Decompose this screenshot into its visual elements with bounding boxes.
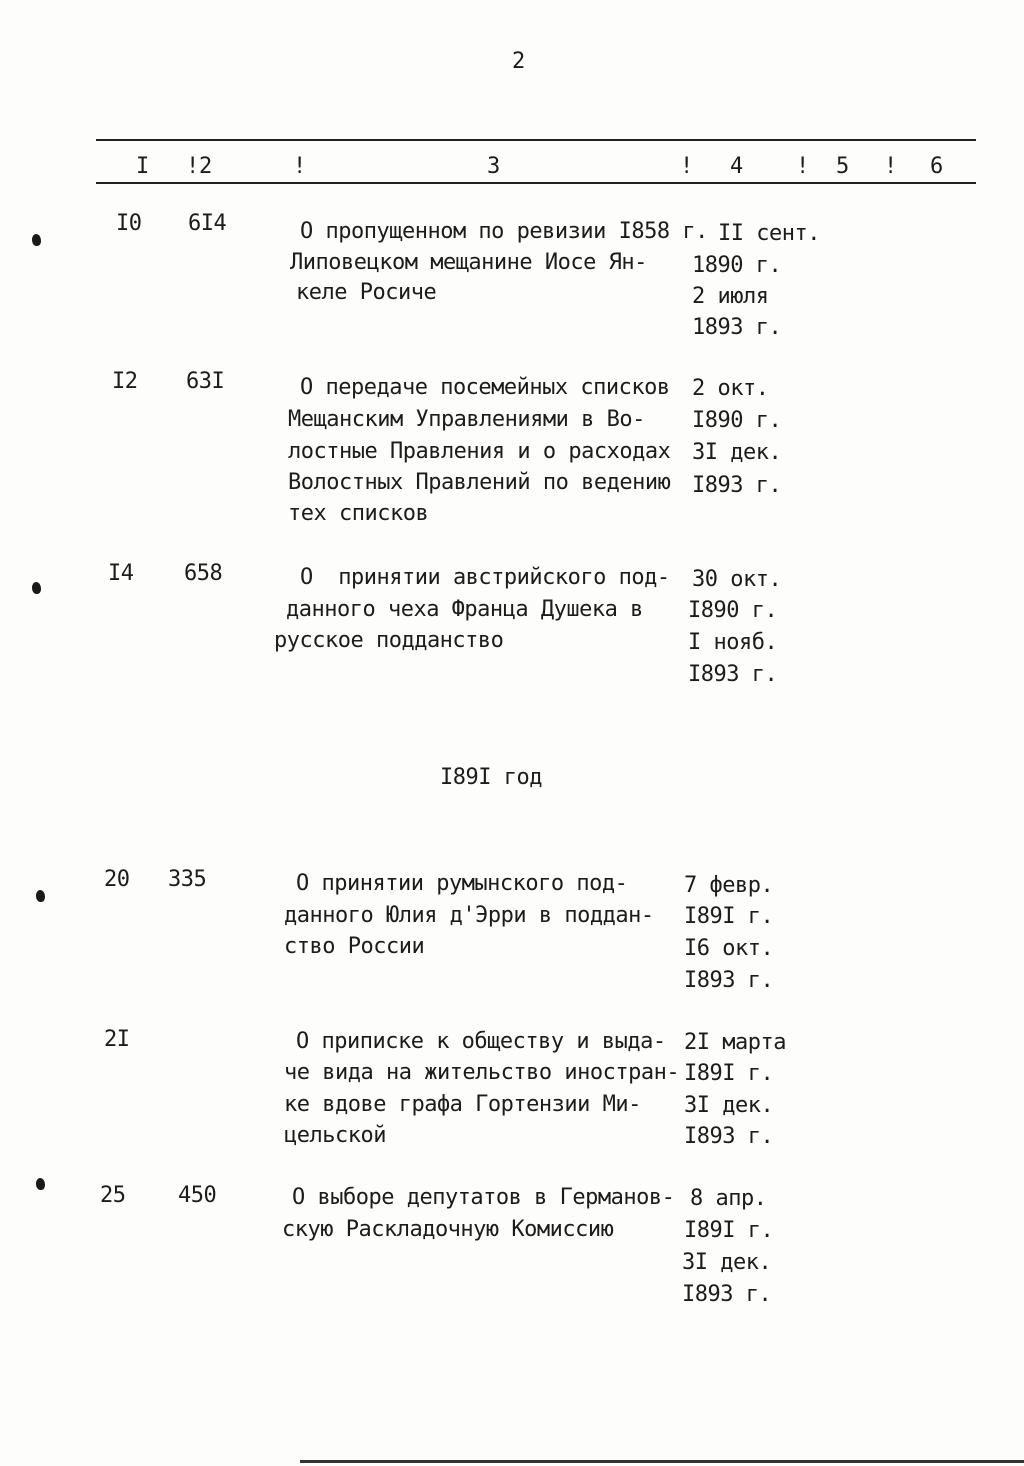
entry-date-line: 1890 г. bbox=[692, 253, 782, 278]
entry-date-line: 1893 г. bbox=[692, 315, 782, 340]
entry-number: 2I bbox=[104, 1027, 130, 1052]
entry-number: I2 bbox=[112, 369, 138, 394]
margin-mark bbox=[32, 234, 41, 246]
entry-title-line: О передаче посемейных списков bbox=[300, 375, 670, 400]
entry-title-line: русское подданство bbox=[274, 628, 504, 653]
entry-date-line: I893 г. bbox=[682, 1282, 772, 1307]
entry-date-line: I89I г. bbox=[684, 1218, 774, 1243]
header-rule-bottom bbox=[96, 182, 976, 184]
entry-date-line: 3I дек. bbox=[682, 1250, 772, 1275]
entry-title-line: ке вдове графа Гортензии Ми- bbox=[284, 1092, 641, 1117]
entry-title-line: Липовецком мещанине Иосе Ян- bbox=[290, 250, 647, 275]
margin-mark bbox=[32, 582, 41, 594]
entry-date-line: 2I марта bbox=[684, 1030, 786, 1055]
entry-title-line: лостные Правления и о расходах bbox=[288, 439, 671, 464]
entry-date-line: I893 г. bbox=[684, 968, 774, 993]
entry-date-line: I893 г. bbox=[684, 1124, 774, 1149]
margin-mark bbox=[36, 890, 45, 902]
entry-date-line: 7 февр. bbox=[684, 873, 774, 898]
entry-date-line: 3I дек. bbox=[692, 440, 782, 465]
header-separator: ! bbox=[884, 154, 897, 179]
page-number: 2 bbox=[512, 49, 525, 74]
entry-title-line: келе Росиче bbox=[296, 280, 437, 305]
header-separator: ! bbox=[293, 154, 306, 179]
entry-date-line: 2 окт. bbox=[692, 376, 769, 401]
header-col-1: I bbox=[136, 154, 149, 179]
header-separator: ! bbox=[796, 154, 809, 179]
header-col-3: 3 bbox=[487, 154, 500, 179]
entry-title-line: тех списков bbox=[288, 501, 429, 526]
header-rule-top bbox=[96, 139, 976, 141]
entry-title-line: данного Юлия д'Эрри в поддан- bbox=[284, 903, 654, 928]
year-heading: I89I год bbox=[440, 765, 542, 790]
entry-code: 63I bbox=[186, 369, 225, 394]
header-col-5: 5 bbox=[836, 154, 849, 179]
entry-date-line: 2 июля bbox=[692, 284, 769, 309]
entry-number: I4 bbox=[108, 561, 134, 586]
entry-title-line: Волостных Правлений по ведению bbox=[288, 470, 671, 495]
entry-title-line: че вида на жительство иностран- bbox=[284, 1060, 680, 1085]
entry-date-line: I89I г. bbox=[684, 904, 774, 929]
entry-title-line: О пропущенном по ревизии I858 г. bbox=[300, 219, 708, 244]
entry-code: 6I4 bbox=[188, 211, 227, 236]
header-col-2: 2 bbox=[199, 154, 212, 179]
entry-date-line: I890 г. bbox=[688, 598, 778, 623]
entry-date-line: 30 окт. bbox=[692, 567, 782, 592]
bottom-edge-rule bbox=[300, 1460, 1024, 1463]
margin-mark bbox=[36, 1178, 45, 1190]
header-separator: ! bbox=[680, 154, 693, 179]
entry-title-line: О выборе депутатов в Германов- bbox=[292, 1185, 675, 1210]
entry-date-line: I890 г. bbox=[692, 408, 782, 433]
entry-title-line: данного чеха Франца Душека в bbox=[286, 597, 643, 622]
entry-date-line: I89I г. bbox=[684, 1061, 774, 1086]
entry-date-line: II сент. bbox=[718, 221, 820, 246]
entry-title-line: О принятии румынского под- bbox=[296, 871, 628, 896]
entry-number: 20 bbox=[104, 867, 130, 892]
header-col-6: 6 bbox=[930, 154, 943, 179]
header-separator: ! bbox=[186, 154, 199, 179]
entry-title-line: О принятии австрийского под- bbox=[300, 565, 670, 590]
entry-code: 658 bbox=[184, 561, 223, 586]
entry-title-line: скую Раскладочную Комиссию bbox=[282, 1217, 614, 1242]
entry-title-line: Мещанским Управлениями в Во- bbox=[288, 407, 645, 432]
entry-number: 25 bbox=[100, 1183, 126, 1208]
entry-date-line: I6 окт. bbox=[684, 936, 774, 961]
entry-code: 450 bbox=[178, 1183, 217, 1208]
entry-date-line: I893 г. bbox=[688, 662, 778, 687]
entry-title-line: ство России bbox=[284, 934, 425, 959]
entry-code: 335 bbox=[168, 867, 207, 892]
entry-date-line: I нояб. bbox=[688, 630, 778, 655]
entry-date-line: 3I дек. bbox=[684, 1093, 774, 1118]
header-col-4: 4 bbox=[730, 154, 743, 179]
entry-number: I0 bbox=[116, 211, 142, 236]
entry-date-line: I893 г. bbox=[692, 473, 782, 498]
entry-title-line: О приписке к обществу и выда- bbox=[296, 1029, 666, 1054]
entry-title-line: цельской bbox=[284, 1123, 386, 1148]
entry-date-line: 8 апр. bbox=[690, 1186, 767, 1211]
